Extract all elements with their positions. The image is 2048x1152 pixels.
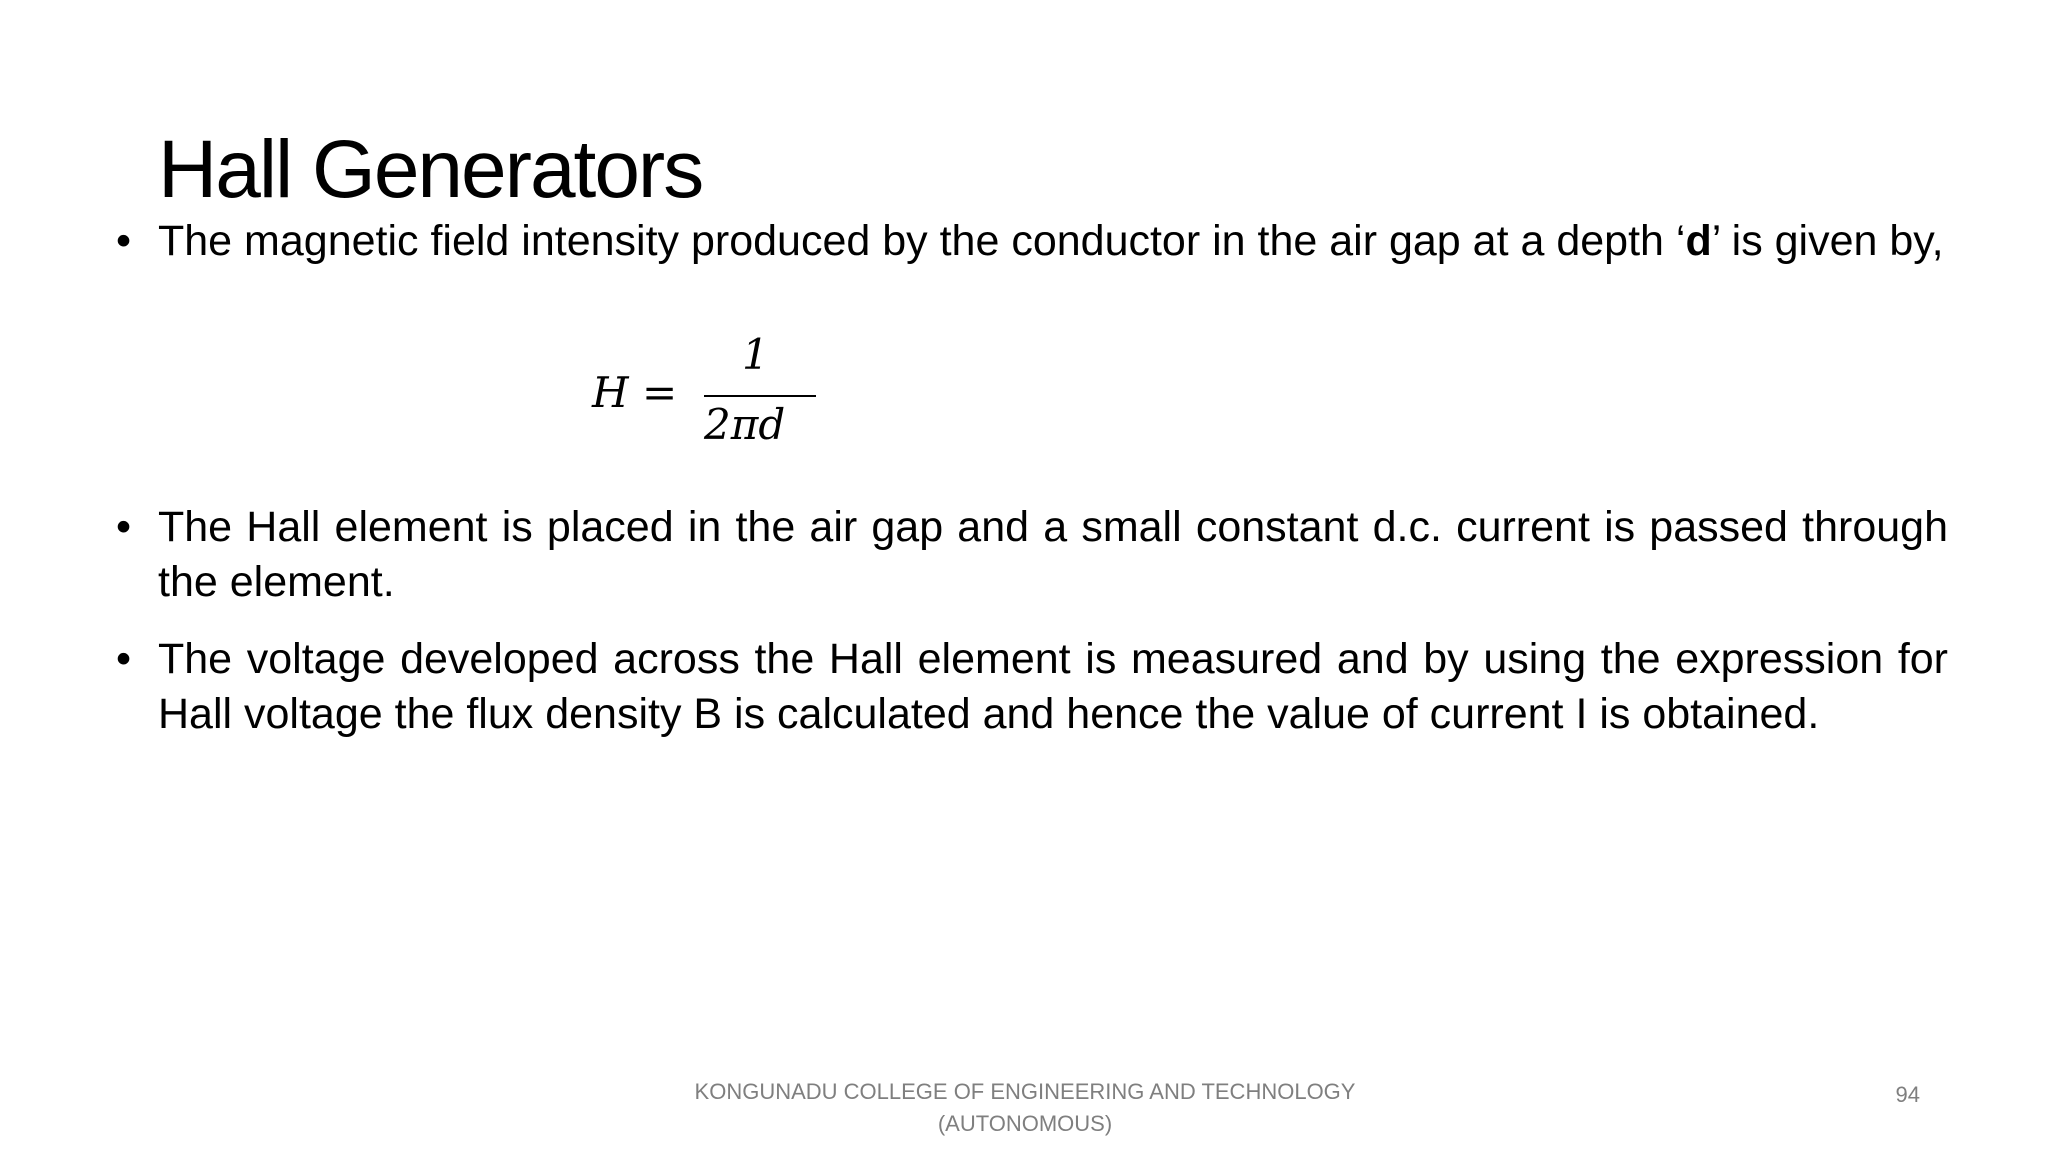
magnetic-field-equation <box>592 330 832 456</box>
fraction-bar <box>704 395 816 397</box>
footer-autonomous: (AUTONOMOUS) <box>937 1111 1113 1136</box>
bullet-magnetic-field <box>158 214 1948 269</box>
page-number: 94 <box>1895 1082 1920 1107</box>
equation-denominator: 2πd <box>704 400 786 449</box>
bullet1-text-end: ’ is given by, <box>1711 217 1944 265</box>
bullet-hall-element: • The Hall element is placed in the air gap and a small constant d.c. current is passed through the element. <box>158 500 1948 610</box>
footer <box>660 1076 1390 1140</box>
bullet-voltage: • The voltage developed across the Hall element is measured and by using the expression for Hall voltage the flux density B is calculated and hence the value of current I is obtained. <box>158 632 1948 742</box>
equation-numerator: 1 <box>742 330 769 379</box>
footer-college-name: KONGUNADU COLLEGE OF ENGINEERING AND TECHNOLOGY <box>694 1079 1356 1104</box>
slide-title: Hall Generators <box>158 124 703 215</box>
equation-lhs: H = <box>592 368 678 417</box>
bullet1-text-start: The magnetic field intensity produced by the conductor in the air gap at a depth ‘ <box>158 217 1686 265</box>
bullet1-bold-d: d <box>1685 217 1712 265</box>
